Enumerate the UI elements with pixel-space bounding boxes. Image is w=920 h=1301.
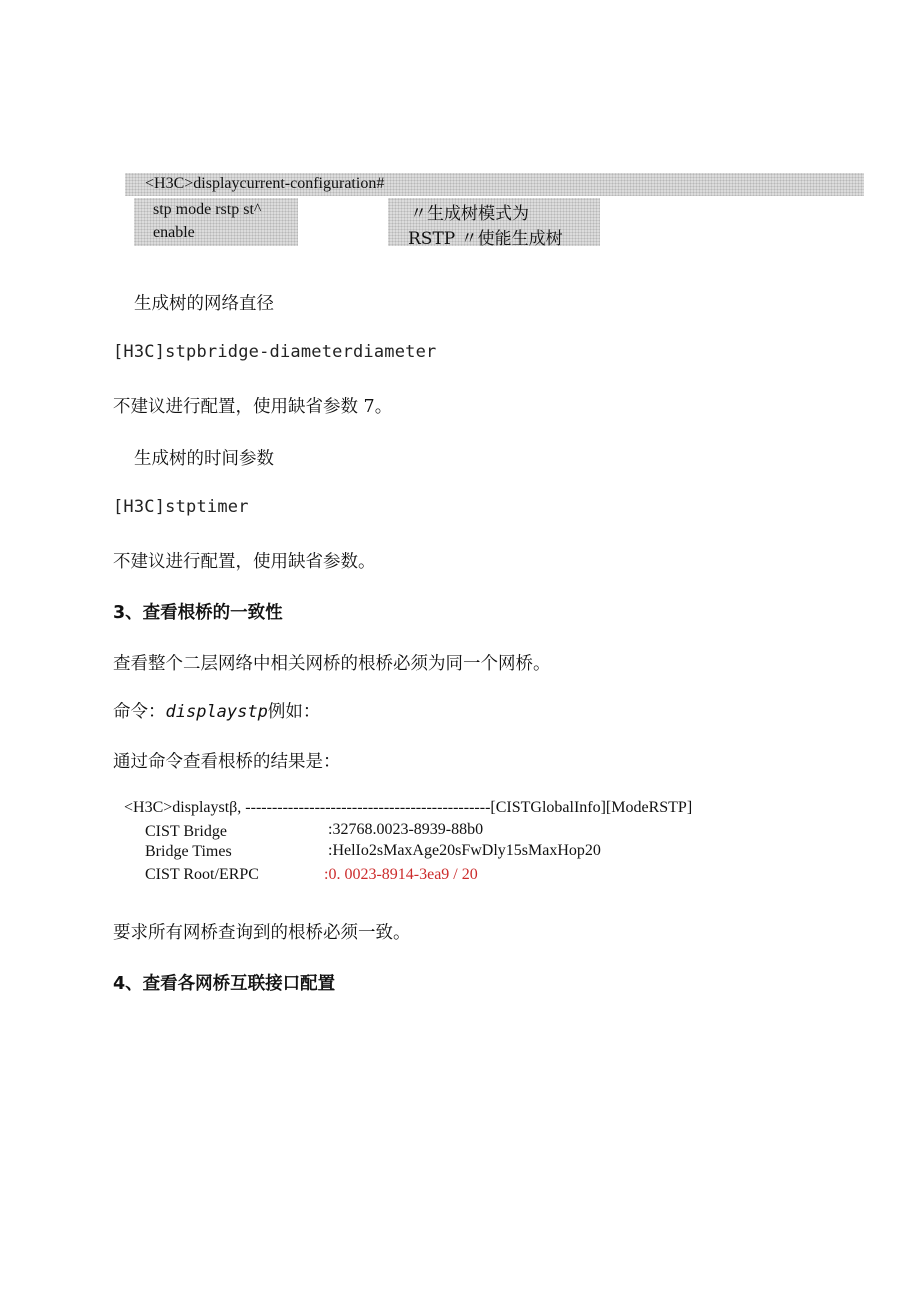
stp-row-value-cist-bridge: :32768.0023-8939-88b0 <box>328 821 484 838</box>
section-heading-4: 4、查看各网桥互联接口配置 <box>113 974 336 994</box>
config-comment-line-1: 〃生成树模式为 <box>410 204 529 224</box>
stp-row-value-bridge-times: :HelIo2sMaxAge20sFwDly15sMaxHop20 <box>328 842 601 859</box>
stp-row-label-bridge-times: Bridge Times <box>145 843 232 860</box>
diameter-title: 生成树的网络直径 <box>134 294 274 314</box>
stp-output-header: <H3C>displaystβ, ----------------------------------------------[CISTGlobalInfo][ModeRSTP] <box>124 799 693 816</box>
section-heading-3: 3、查看根桥的一致性 <box>113 603 283 623</box>
config-command-line: <H3C>displaycurrent-configuration# <box>145 175 385 192</box>
config-left-line-2: enable <box>153 224 195 241</box>
result-intro: 通过命令查看根桥的结果是： <box>113 752 341 772</box>
root-bridge-description: 查看整个二层网络中相关网桥的根桥必须为同一个网桥。 <box>113 654 551 674</box>
command-suffix: 例如： <box>267 702 321 722</box>
config-left-line-1: stp mode rstp st^ <box>153 201 262 218</box>
command-prefix: 命令： <box>113 702 166 722</box>
consistency-note: 要求所有网桥查询到的根桥必须一致。 <box>113 923 411 943</box>
timer-title: 生成树的时间参数 <box>134 449 274 469</box>
diameter-note: 不建议进行配置，使用缺省参数 7。 <box>113 397 393 417</box>
timer-command: [H3C]stptimer <box>113 497 249 517</box>
diameter-command: [H3C]stpbridge-diameterdiameter <box>113 342 437 362</box>
timer-note: 不建议进行配置，使用缺省参数。 <box>113 552 376 572</box>
config-comment-line-2: RSTP 〃使能生成树 <box>408 229 563 249</box>
command-example-line <box>113 698 320 723</box>
stp-row-value-cist-root: :0. 0023-8914-3ea9 / 20 <box>324 866 478 883</box>
command-name: displaystp <box>165 702 268 722</box>
stp-row-label-cist-bridge: CIST Bridge <box>145 823 227 840</box>
stp-row-label-cist-root: CIST Root/ERPC <box>145 866 259 883</box>
